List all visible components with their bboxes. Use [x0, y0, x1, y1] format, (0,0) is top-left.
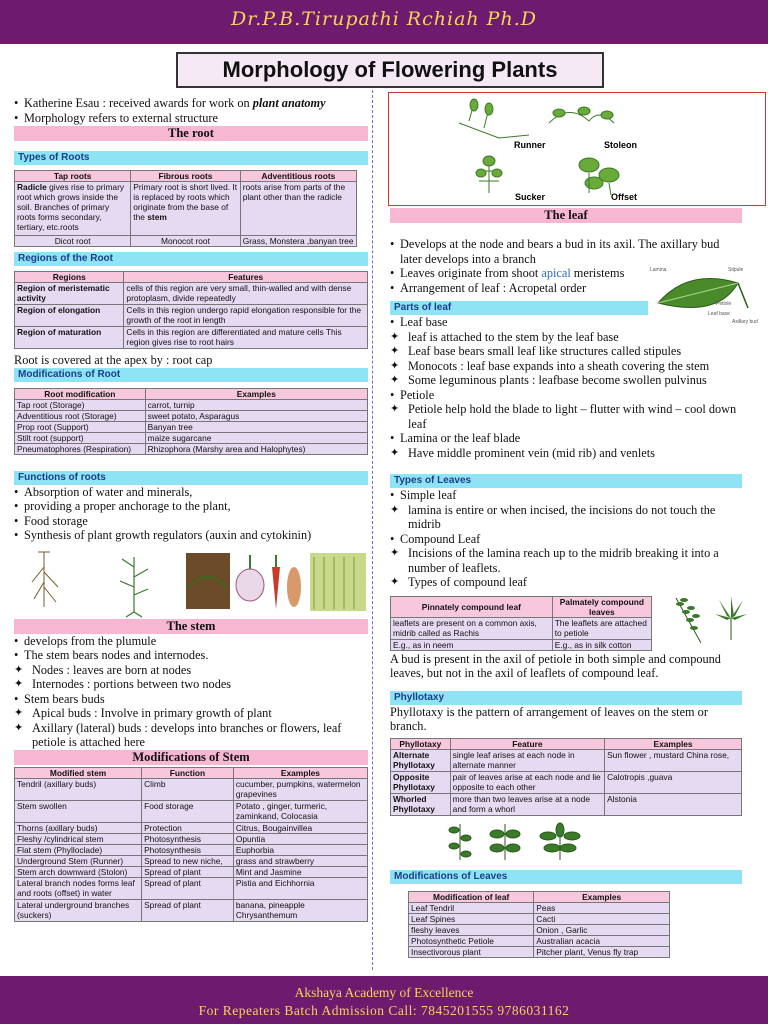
leaf-label-base: Leaf base — [708, 311, 730, 317]
admission-contact: For Repeaters Batch Admission Call: 7845201555 9786031162 — [198, 1003, 570, 1018]
table-cell: Thorns (axillary buds) — [15, 822, 142, 833]
table-cell: Citrus, Bougainvillea — [233, 822, 367, 833]
table-cell: Leaf Spines — [409, 913, 534, 924]
esau-italic: plant anatomy — [252, 96, 326, 110]
table-cell: Food storage — [142, 800, 234, 822]
root-heading: The root — [14, 126, 368, 141]
compound-block — [390, 596, 742, 650]
table-cell: Spread of plant — [142, 877, 234, 899]
table-header: Fibrous roots — [131, 171, 240, 182]
function-item: • Synthesis of plant growth regulators (auxin and cytokinin) — [14, 528, 368, 543]
table-cell: leaflets are present on a common axis, midrib called as Rachis — [391, 617, 553, 639]
table-cell: Climb — [142, 778, 234, 800]
table-cell: fleshy leaves — [409, 924, 534, 935]
table-cell: Spread to new niche, — [142, 855, 234, 866]
table-cell: Peas — [534, 902, 670, 913]
leaf-intro-1: • Develops at the node and bears a bud in its axil. The axillary bud later develops into a branch — [390, 237, 742, 266]
leaf-intro-3: • Arrangement of leaf : Acropetal order — [390, 281, 645, 296]
function-item: • Food storage — [14, 514, 368, 529]
table-cell: cells of this region are very small, thin-walled and with dense protoplasm, divide repeatedly — [124, 283, 368, 305]
stem-note: ✦ Axillary (lateral) buds : develops into branches or flowers, leaf petiole is attached here — [14, 721, 368, 750]
academy-name: Akshaya Academy of Excellence — [294, 985, 474, 1000]
root-mods-table — [14, 388, 368, 455]
parts-item: • Leaf base — [390, 315, 742, 330]
stem-note: • The stem bears nodes and internodes. — [14, 648, 368, 663]
stem-mods-heading: Modifications of Stem — [14, 750, 368, 765]
table-header: Tap roots — [15, 171, 131, 182]
stem-heading: The stem — [14, 619, 368, 634]
table-cell: Region of meristematic activity — [15, 283, 124, 305]
table-cell: Lateral underground branches (suckers) — [15, 899, 142, 921]
types-of-roots-heading: Types of Roots — [14, 151, 368, 165]
parts-item: • Petiole — [390, 388, 742, 403]
bud-note: A bud is present in the axil of petiole in both simple and compound leaves, but not in the axil of leaflets of compound leaf. — [390, 651, 721, 680]
table-cell: Alternate Phyllotaxy — [391, 749, 451, 771]
phyllotaxy-def: Phyllotaxy is the pattern of arrangement of leaves on the stem or branch. — [390, 704, 708, 733]
table-header: Examples — [145, 388, 367, 399]
stem-note: • develops from the plumule — [14, 634, 368, 649]
table-cell: roots arise from parts of the plant other than the radicle — [240, 182, 356, 236]
fig-label-offset: Offset — [611, 192, 638, 202]
table-cell: pair of leaves arise at each node and lie opposite to each other — [450, 771, 604, 793]
fig-label-runner: Runner — [514, 140, 546, 150]
table-cell: Photosynthetic Petiole — [409, 935, 534, 946]
footer-bar — [0, 976, 768, 1024]
table-cell: single leaf arises at each node in alternate manner — [450, 749, 604, 771]
leaf-label-lamina: Lamina — [650, 267, 667, 273]
table-cell: grass and strawberry — [233, 855, 367, 866]
leaf-intro-2: • Leaves originate from shoot apical meristems — [390, 266, 645, 281]
table-cell: Stilt root (support) — [15, 432, 146, 443]
table-cell: Onion , Garlic — [534, 924, 670, 935]
table-cell: Mint and Jasmine — [233, 866, 367, 877]
table-cell: Opuntia — [233, 833, 367, 844]
parts-item: ✦ Monocots : leaf base expands into a sheath covering the stem — [390, 359, 742, 374]
table-cell: Pistia and Eichhornia — [233, 877, 367, 899]
function-item: • providing a proper anchorage to the plant, — [14, 499, 368, 514]
column-divider — [372, 90, 373, 970]
parts-item: ✦ Leaf base bears small leaf like structures called stipules — [390, 344, 742, 359]
table-cell: cucumber, pumpkins, watermelon grapevines — [233, 778, 367, 800]
types-item: • Simple leaf — [390, 488, 742, 503]
morphology-note: • Morphology refers to external structure — [14, 111, 368, 126]
table-header: Examples — [233, 767, 367, 778]
table-cell: Region of maturation — [15, 327, 124, 349]
table-cell: banana, pineapple Chrysanthemum — [233, 899, 367, 921]
table-header: Pinnately compound leaf — [391, 596, 553, 617]
table-cell: Potato , ginger, turmeric, zaminkand, Colocasia — [233, 800, 367, 822]
leaf-mods-heading: Modifications of Leaves — [390, 870, 742, 884]
plant-figure-icon — [389, 93, 765, 205]
table-cell: Tap root (Storage) — [15, 399, 146, 410]
table-cell: sweet potato, Asparagus — [145, 410, 367, 421]
table-cell: Fleshy /cylindrical stem — [15, 833, 142, 844]
table-cell: maize sugarcane — [145, 432, 367, 443]
parts-item: ✦ Some leguminous plants : leafbase become swollen pulvinus — [390, 373, 742, 388]
table-cell: Dicot root — [15, 236, 131, 247]
stem-note: ✦ Nodes : leaves are born at nodes — [14, 663, 368, 678]
table-cell: Spread of plant — [142, 866, 234, 877]
table-cell: Calotropis ,guava — [605, 771, 742, 793]
table-cell: Stem arch downward (Stolon) — [15, 866, 142, 877]
table-cell: E.g., as in neem — [391, 639, 553, 650]
stem-note: ✦ Apical buds : Involve in primary growth of plant — [14, 706, 368, 721]
table-cell: Tendril (axillary buds) — [15, 778, 142, 800]
types-heading: Types of Leaves — [390, 474, 742, 488]
table-cell: Flat stem (Phylloclade) — [15, 844, 142, 855]
table-header: Feature — [450, 738, 604, 749]
leaf-label-petiole: Petiole — [716, 301, 732, 307]
table-header: Examples — [534, 891, 670, 902]
table-cell: Alstonia — [605, 793, 742, 815]
root-images-icon — [14, 547, 368, 619]
root-types-table — [14, 170, 357, 247]
stem-note: • Stem bears buds — [14, 692, 368, 707]
table-header: Phyllotaxy — [391, 738, 451, 749]
compound-leaf-table — [390, 596, 652, 651]
table-cell: Insectivorous plant — [409, 946, 534, 957]
esau-text: Katherine Esau : received awards for work on — [24, 96, 253, 110]
table-cell: Grass, Monstera ,banyan tree — [240, 236, 356, 247]
functions-heading: Functions of roots — [14, 471, 368, 485]
types-item: ✦ lamina is entire or when incised, the incisions do not touch the midrib — [390, 503, 742, 532]
compound-leaf-icon — [666, 588, 756, 648]
table-header: Root modification — [15, 388, 146, 399]
phyllotaxy-heading: Phyllotaxy — [390, 691, 742, 705]
table-cell: Region of elongation — [15, 305, 124, 327]
leaf-label-stipule: Stipule — [728, 267, 744, 273]
stem-mods-table — [14, 767, 368, 922]
function-item: • Absorption of water and minerals, — [14, 485, 368, 500]
table-cell: Rhizophora (Marshy area and Halophytes) — [145, 443, 367, 454]
table-header: Examples — [605, 738, 742, 749]
parts-item: ✦ Have middle prominent vein (mid rib) and venlets — [390, 446, 742, 461]
table-cell: Primary root is short lived. It is replaced by roots which originate from the base of the stem — [131, 182, 240, 236]
table-header: Adventitious roots — [240, 171, 356, 182]
table-cell: Monocot root — [131, 236, 240, 247]
table-cell: Lateral branch nodes forms leaf and roots (offset) in water — [15, 877, 142, 899]
table-header: Function — [142, 767, 234, 778]
stem-modification-figure — [388, 92, 766, 206]
esau-note — [14, 96, 368, 111]
table-cell: Prop root (Support) — [15, 421, 146, 432]
phyllotaxy-images-icon — [440, 822, 590, 862]
table-cell: Euphorbia — [233, 844, 367, 855]
table-cell: Australian acacia — [534, 935, 670, 946]
header-bar — [0, 0, 768, 44]
types-item: ✦ Incisions of the lamina reach up to the midrib breaking it into a number of leaflets. — [390, 546, 742, 575]
table-cell: Sun flower , mustard China rose, — [605, 749, 742, 771]
types-item: • Compound Leaf — [390, 532, 742, 547]
table-cell: Opposite Phyllotaxy — [391, 771, 451, 793]
table-cell: Pitcher plant, Venus fly trap — [534, 946, 670, 957]
root-cap-note: Root is covered at the apex by : root cap — [14, 353, 213, 367]
root-illustrations — [14, 547, 368, 619]
table-cell: carrot, turnip — [145, 399, 367, 410]
leaf-heading: The leaf — [390, 208, 742, 223]
table-header: Regions — [15, 272, 124, 283]
table-cell: Cacti — [534, 913, 670, 924]
parts-item: ✦ Petiole help hold the blade to light – flutter with wind – cool down leaf — [390, 402, 742, 431]
table-cell: Spread of plant — [142, 899, 234, 921]
table-cell: more than two leaves arise at a node and form a whorl — [450, 793, 604, 815]
types-item: ✦ Types of compound leaf — [390, 575, 742, 590]
stem-notes — [14, 634, 368, 750]
table-cell: Whorled Phyllotaxy — [391, 793, 451, 815]
table-cell: Cells in this region are differentiated and mature cells This region gives rise to root hairs — [124, 327, 368, 349]
parts-heading: Parts of leaf — [390, 301, 648, 315]
fig-label-sucker: Sucker — [515, 192, 546, 202]
table-cell: Adventitious root (Storage) — [15, 410, 146, 421]
phyllotaxy-table — [390, 738, 742, 816]
leaf-label-axillary: Axillary bud — [732, 319, 758, 325]
table-cell: Banyan tree — [145, 421, 367, 432]
fig-label-stoleon: Stoleon — [604, 140, 637, 150]
table-cell: Photosynthesis — [142, 844, 234, 855]
table-header: Palmately compound leaves — [552, 596, 651, 617]
table-cell: Protection — [142, 822, 234, 833]
author-name: Dr.P.B.Tirupathi Rchiah Ph.D — [231, 8, 537, 30]
stem-note: ✦ Internodes : portions between two nodes — [14, 677, 368, 692]
table-cell: Radicle gives rise to primary root which grows inside the soil. Branches of primary roots forms secondary, tertiary, etc.roots — [15, 182, 131, 236]
root-regions-table — [14, 271, 368, 349]
table-cell: Stem swollen — [15, 800, 142, 822]
table-cell: Leaf Tendril — [409, 902, 534, 913]
table-header: Modified stem — [15, 767, 142, 778]
parts-item: • Lamina or the leaf blade — [390, 431, 742, 446]
leaf-mods-table — [408, 891, 670, 958]
left-column — [14, 96, 368, 922]
page-title: Morphology of Flowering Plants — [222, 57, 558, 82]
page-title-box — [176, 52, 604, 88]
right-column — [390, 208, 758, 958]
table-cell: Photosynthesis — [142, 833, 234, 844]
table-cell: Pneumatophores (Respiration) — [15, 443, 146, 454]
table-header: Modification of leaf — [409, 891, 534, 902]
table-cell: E.g., as in silk cotton — [552, 639, 651, 650]
table-cell: Underground Stem (Runner) — [15, 855, 142, 866]
root-mods-heading: Modifications of Root — [14, 368, 368, 382]
table-header: Features — [124, 272, 368, 283]
table-cell: The leaflets are attached to petiole — [552, 617, 651, 639]
parts-item: ✦ leaf is attached to the stem by the leaf base — [390, 330, 742, 345]
regions-heading: Regions of the Root — [14, 252, 368, 266]
table-cell: Cells in this region undergo rapid elongation responsible for the growth of the root in length — [124, 305, 368, 327]
